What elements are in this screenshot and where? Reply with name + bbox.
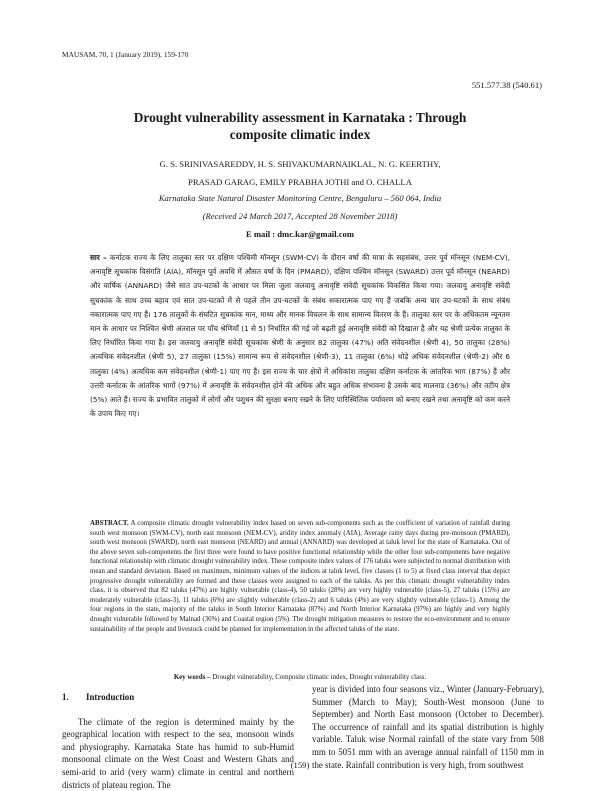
page-number: (159) <box>290 760 310 770</box>
udc-number: 551.577.38 (540.61) <box>471 80 542 90</box>
email-address[interactable]: dmc.kar@gmail.com <box>277 229 354 239</box>
authors-line-1: G. S. SRINIVASAREDDY, H. S. SHIVAKUMARNAIKLAL, N. G. KEERTHY, <box>159 159 441 169</box>
left-column <box>62 683 294 791</box>
affiliation: Karnataka State Natural Disaster Monitoring Centre, Bengaluru – 560 064, India <box>158 193 442 203</box>
received-dates: (Received 24 March 2017, Accepted 28 November 2018) <box>202 211 398 221</box>
title-line-2: composite climatic index <box>229 127 371 142</box>
right-column <box>312 683 544 771</box>
journal-reference: MAUSAM, 70, 1 (January 2019), 159-170 <box>62 50 189 59</box>
section-heading-introduction <box>62 691 294 704</box>
hindi-abstract <box>90 251 510 421</box>
intro-paragraph-left: The climate of the region is determined mainly by the geographical location with respect to the sea, monsoon winds and physiography. Karnataka State has humid to sub-Humid monsoonal climate on the West Coast and Western Ghats and semi-arid to arid (very warm) climate in central and northern districts of plateau region. The <box>62 716 294 790</box>
email-label: E mail : <box>245 229 276 239</box>
keywords-label: Key words – <box>173 674 211 681</box>
paper-title <box>60 109 540 143</box>
keywords <box>60 674 540 681</box>
hindi-abstract-text: कर्नाटक राज्य के लिए तालुका स्तर पर दक्षिण पश्चिमी मॉनसून (SWM-CV) के दौरान वर्षा की मात्रा के सहसंबंध, उत्तर पूर्व मॉनसून (NEM-CV), अनावृष्टि सूचकांक विसंगति (AIA), मॉनसून पूर्व अवधि में औसत वर्षा के दिन (PMARD), दक्षिण पश्चिम मॉनसून (SWARD) उत्तर पूर्व मॉनसून (NEARD) और वार्षिक (ANNARD) जैसे सात उप-घटकों के आधार पर मिला जुला जलवायु अनावृष्टि संवेदी सूचकांक विकसित किया गया। जलवायु अनावृष्टि संवेदी सूचकांक के साथ उच्च बहाव एवं सात उप-घटकों में से पहले तीन उप-घटकों के संबंध सकारात्मक पाए गए हैं जबकि अन्य चार उप-घटकों के साथ संबंध नकारात्मक पाए गए हैं। 176 तालुकों के संघटित सूचकांक मान, माध्य और मानक विचलन के साथ सामान्य वितरण के हैं। तालुका स्तर पर के अधिकतम न्यूनतम मान के आधार पर निश्चित श्रेणी अंतराल पर पाँच श्रेणियाँ (1 से 5) निर्धारित की गई जो बढ़ती हुई अनावृष्टि संवेदी को दिखाता है और यह श्रेणी प्रत्येक तालुका के लिए निर्धारित किया गया है। इस जलवायु अनावृष्टि संवेदी सूचकांक श्रेणी के अनुसार 82 तालुका (47%) अति संवेदनशील (श्रेणी 4), 50 तालुका (28%) अत्यधिक संवेदनशील (श्रेणी 5), 27 तालुका (15%) सामान्य रूप से संवेदनशील (श्रेणी-3), 11 तालुका (6%) थोड़े अधिक संवेदनशील (श्रेणी-2) और 6 तालुका (4%) अत्यधिक कम संवेदनशील (श्रेणी-1) पाए गए हैं। इस राज्य के चार क्षेत्रों में अधिकांश तालुका दक्षिण कर्नाटक के आंतरिक भाग (87%) हैं और उत्तरी कर्नाटक के आंतरिक भागों (97%) में अनावृष्टि के संवेदनशील होने की अधिक और बहुत अधिक संभावना है उसके बाद मालनाड (36%) और तटीय क्षेत्र (5%) आते हैं। राज्य के प्रभावित तालुकों में लोगों और पशुधन की सुरक्षा बनाए रखने के लिए पारिस्थितिक पर्यावरण को बनाए रखने तथा अनावृष्टि को कम करने के उपाय किए गए। <box>90 253 510 419</box>
intro-paragraph-right: year is divided into four seasons viz., Winter (January-February), Summer (March to May); South-West monsoon (June to September) and North East monsoon (October to December). The occurrence of rainfall and its spatial distribution is highly variable. Taluk wise Normal rainfall of the state vary from 508 mm to 5051 mm with an average annual rainfall of 1150 mm in the state. Rainfall contribution is very high, from southwest <box>312 684 544 770</box>
section-title: Introduction <box>86 692 135 702</box>
english-abstract <box>90 519 510 634</box>
keywords-text: Drought vulnerability, Composite climatic index, Drought vulnerability class. <box>212 674 427 681</box>
abstract-text: A composite climatic drought vulnerability index based on seven sub-components such as the coefficient of variation of rainfall during south west monsoon (SWM-CV), north east monsoon (NEM-CV), aridity index anomaly (AIA), Average rainy days during pre-monsoon (PMARD), south west monsoon (SWARD), north east monsoon (NEARD) and annual (ANNARD) was developed at taluk level for the state of Karnataka. Out of the above seven sub-components the first three were found to have positive functional relationship while the other four sub-components have negative functional relationship with climatic drought vulnerability index. These composite index values of 176 taluks were subjected to normal distribution with mean and standard deviation. Based on maximum, minimum values of the indices at taluk level, five classes (1 to 5) at fixed class interval that depict progressive drought vulnerability are formed and these classes were assigned to each of the taluks. As per this climatic drought vulnerability index class, it is observed that 82 taluks (47%) are highly vulnerable (class-4), 50 taluks (28%) are very highly vulnerable (class-5), 27 taluks (15%) are moderately vulnerable (class-3), 11 taluks (6%) are slightly vulnerable (class-2) and 6 taluks (4%) are very slightly vulnerable (class-1). Among the four regions in the state, majority of the taluks in South Interior Karnataka (87%) and North Interior Karnataka (97%) are highly and very highly drought vulnerable followed by Malnad (36%) and Coastal region (5%). The drought mitigation measures to restore the eco-environment and to ensure sustainability of the people and livestock could be planned for implementation in the affected taluks of the state. <box>90 520 510 633</box>
hindi-abstract-label: सार – <box>90 253 107 262</box>
email-line <box>60 229 540 239</box>
author-list <box>60 155 540 191</box>
section-number: 1. <box>62 692 69 702</box>
authors-line-2: PRASAD GARAG, EMILY PRABHA JOTHI and O. CHALLA <box>188 177 412 187</box>
abstract-label: ABSTRACT. <box>90 520 129 527</box>
title-line-1: Drought vulnerability assessment in Karnataka : Through <box>133 110 467 125</box>
